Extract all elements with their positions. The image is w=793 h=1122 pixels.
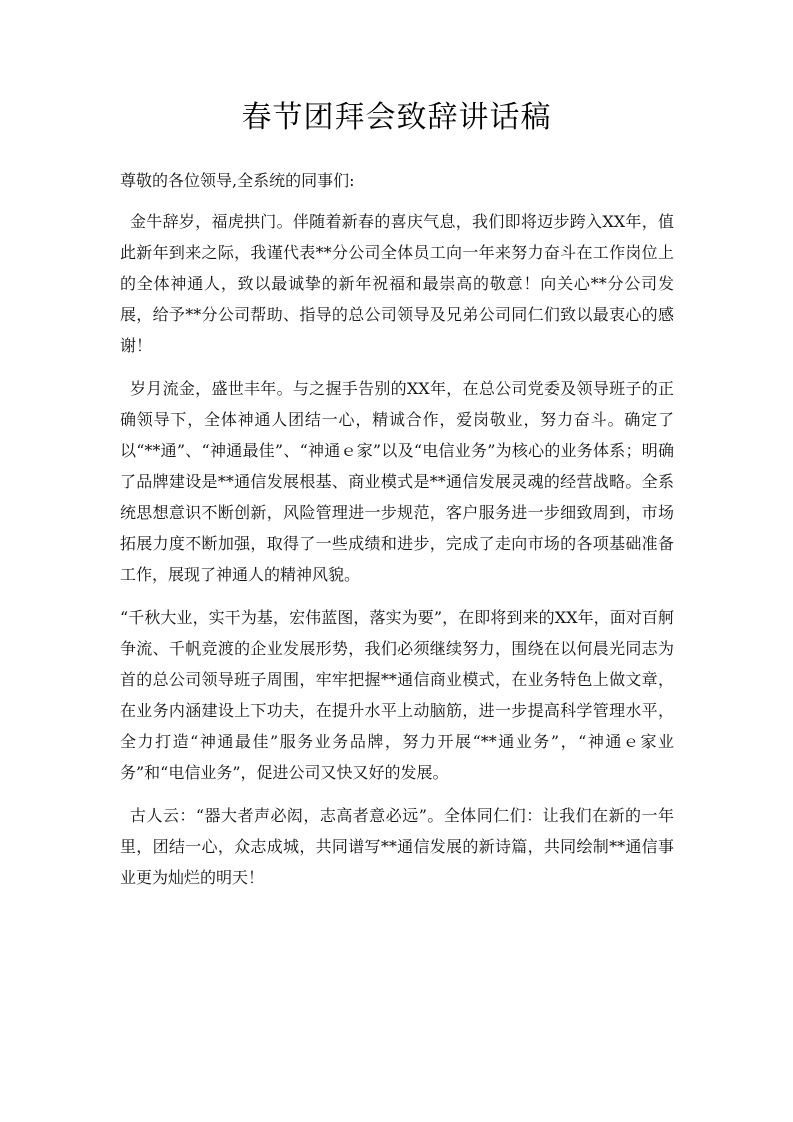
document-body	[120, 168, 674, 905]
paragraph-2: 岁月流金，盛世丰年。与之握手告别的XX年，在总公司党委及领导班子的正确领导下，全体神通人团结一心，精诚合作，爱岗敬业，努力奋斗。确定了以“**通”、“神通最佳”、“神通ｅ家”以及“电信业务”为核心的业务体系；明确了品牌建设是**通信发展根基、商业模式是**通信发展灵魂的经营战略。全系统思想意识不断创新，风险管理进一步规范，客户服务进一步细致周到，市场拓展力度不断加强，取得了一些成绩和进步，完成了走向市场的各项基础准备工作，展现了神通人的精神风貌。	[120, 379, 674, 584]
document-title: 春节团拜会致辞讲话稿	[241, 100, 552, 135]
greeting-line: 尊敬的各位领导,全系统的同事们:	[120, 171, 355, 190]
paragraph-1: 金牛辞岁，福虎拱门。伴随着新春的喜庆气息，我们即将迈步跨入XX年，值此新年到来之际，我谨代表**分公司全体员工向一年来努力奋斗在工作岗位上的全体神通人，致以最诚挚的新年祝福和最崇高的敬意！向关心**分公司发展，给予**分公司帮助、指导的总公司领导及兄弟公司同仁们致以最衷心的感谢！	[120, 212, 674, 355]
paragraph-3: “千秋大业，实干为基，宏伟蓝图，落实为要”，在即将到来的XX年，面对百舸争流、千帆竞渡的企业发展形势，我们必须继续努力，围绕在以何晨光同志为首的总公司领导班子周围，牢牢把握**通信商业模式，在业务特色上做文章，在业务内涵建设上下功夫，在提升水平上动脑筋，进一步提高科学管理水平，全力打造“神通最佳”服务业务品牌，努力开展“**通业务”，“神通ｅ家业务”和“电信业务”，促进公司又快又好的发展。	[120, 608, 674, 782]
paragraph-4: 古人云：“器大者声必闳，志高者意必远”。全体同仁们：让我们在新的一年里，团结一心，众志成城，共同谱写**通信发展的新诗篇，共同绘制**通信事业更为灿烂的明天！	[120, 806, 674, 887]
